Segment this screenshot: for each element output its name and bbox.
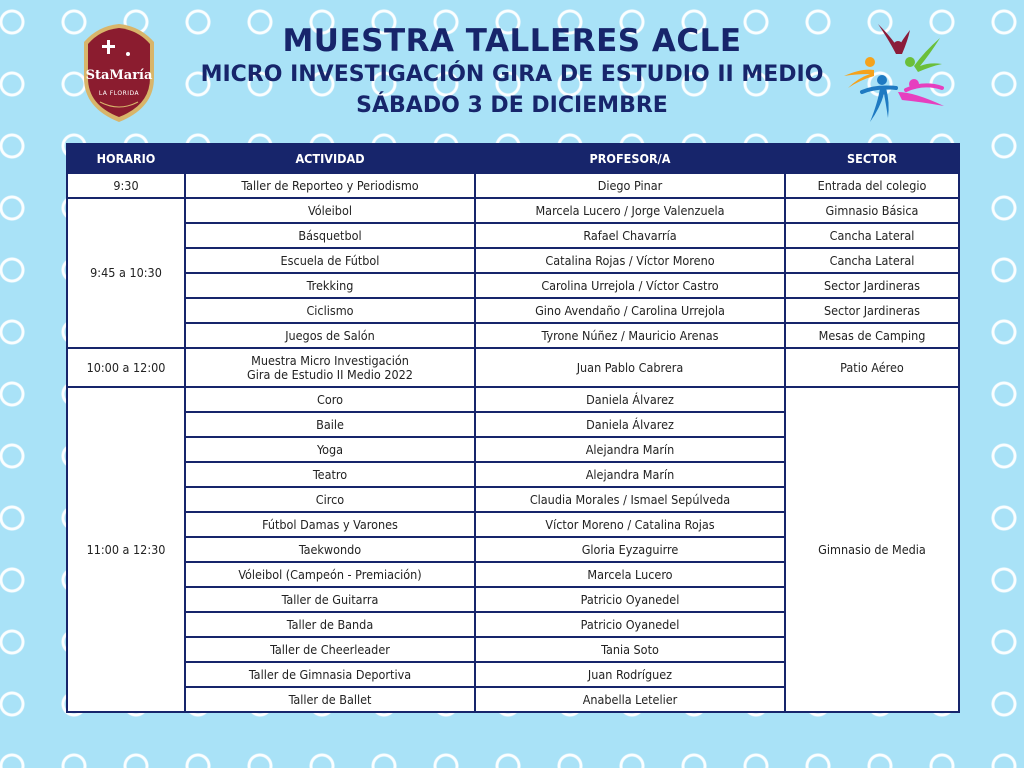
- page-title: MUESTRA TALLERES ACLE: [282, 23, 742, 59]
- column-header-profesor: PROFESOR/A: [475, 144, 785, 173]
- activity-cell: Baile: [185, 412, 475, 437]
- teacher-cell: Patricio Oyanedel: [475, 587, 785, 612]
- table-header-row: [67, 144, 959, 173]
- time-cell: 9:30: [67, 173, 185, 198]
- sector-cell: Sector Jardineras: [785, 298, 959, 323]
- teacher-cell: Alejandra Marín: [475, 462, 785, 487]
- activity-cell: Escuela de Fútbol: [185, 248, 475, 273]
- teacher-cell: Diego Pinar: [475, 173, 785, 198]
- activity-cell: [185, 348, 475, 387]
- sector-cell: Gimnasio Básica: [785, 198, 959, 223]
- teacher-cell: Víctor Moreno / Catalina Rojas: [475, 512, 785, 537]
- teacher-cell: Marcela Lucero / Jorge Valenzuela: [475, 198, 785, 223]
- time-cell: 10:00 a 12:00: [67, 348, 185, 387]
- teacher-cell: Alejandra Marín: [475, 437, 785, 462]
- teacher-cell: Daniela Álvarez: [475, 387, 785, 412]
- activity-cell: Taller de Cheerleader: [185, 637, 475, 662]
- teacher-cell: Tyrone Núñez / Mauricio Arenas: [475, 323, 785, 348]
- activity-cell: Básquetbol: [185, 223, 475, 248]
- people-figures-icon: [840, 18, 950, 128]
- crest-name: StaMaría: [85, 68, 153, 83]
- table-row: [67, 198, 959, 223]
- sector-cell: Mesas de Camping: [785, 323, 959, 348]
- school-crest-logo: [78, 20, 160, 126]
- time-cell: 9:45 a 10:30: [67, 198, 185, 348]
- teacher-cell: Claudia Morales / Ismael Sepúlveda: [475, 487, 785, 512]
- activity-cell: Ciclismo: [185, 298, 475, 323]
- activity-cell: Vóleibol: [185, 198, 475, 223]
- teacher-cell: Daniela Álvarez: [475, 412, 785, 437]
- column-header-horario: HORARIO: [67, 144, 185, 173]
- sector-cell: Entrada del colegio: [785, 173, 959, 198]
- activity-cell: Fútbol Damas y Varones: [185, 512, 475, 537]
- table-row: [67, 248, 959, 273]
- activity-cell: Taekwondo: [185, 537, 475, 562]
- sector-cell: Patio Aéreo: [785, 348, 959, 387]
- schedule-table: [66, 143, 960, 713]
- teacher-cell: Juan Pablo Cabrera: [475, 348, 785, 387]
- activity-cell: Yoga: [185, 437, 475, 462]
- activity-cell: Taller de Reporteo y Periodismo: [185, 173, 475, 198]
- activity-line-2: Gira de Estudio II Medio 2022: [247, 366, 413, 382]
- table-row: [67, 223, 959, 248]
- column-header-actividad: ACTIVIDAD: [185, 144, 475, 173]
- teacher-cell: Patricio Oyanedel: [475, 612, 785, 637]
- table-row: [67, 173, 959, 198]
- sector-cell: Cancha Lateral: [785, 248, 959, 273]
- table-row: [67, 323, 959, 348]
- teacher-cell: Juan Rodríguez: [475, 662, 785, 687]
- table-row: [67, 387, 959, 412]
- page-date: SÁBADO 3 DE DICIEMBRE: [356, 93, 668, 118]
- teacher-cell: Anabella Letelier: [475, 687, 785, 712]
- activity-cell: Taller de Guitarra: [185, 587, 475, 612]
- time-cell: 11:00 a 12:30: [67, 387, 185, 712]
- table-row: [67, 273, 959, 298]
- teacher-cell: Gloria Eyzaguirre: [475, 537, 785, 562]
- page-subtitle: MICRO INVESTIGACIÓN GIRA DE ESTUDIO II MEDIO: [200, 62, 824, 87]
- teacher-cell: Rafael Chavarría: [475, 223, 785, 248]
- activity-cell: Taller de Banda: [185, 612, 475, 637]
- activity-cell: Teatro: [185, 462, 475, 487]
- activity-cell: Circo: [185, 487, 475, 512]
- sector-cell: Cancha Lateral: [785, 223, 959, 248]
- sector-cell: Sector Jardineras: [785, 273, 959, 298]
- teacher-cell: Carolina Urrejola / Víctor Castro: [475, 273, 785, 298]
- table-row: [67, 298, 959, 323]
- teacher-cell: Catalina Rojas / Víctor Moreno: [475, 248, 785, 273]
- sector-cell: Gimnasio de Media: [785, 387, 959, 712]
- activity-cell: Trekking: [185, 273, 475, 298]
- crest-subtitle: LA FLORIDA: [98, 90, 140, 97]
- activity-cell: Juegos de Salón: [185, 323, 475, 348]
- column-header-sector: SECTOR: [785, 144, 959, 173]
- teacher-cell: Marcela Lucero: [475, 562, 785, 587]
- activity-cell: Taller de Ballet: [185, 687, 475, 712]
- activity-cell: Taller de Gimnasia Deportiva: [185, 662, 475, 687]
- activity-cell: Vóleibol (Campeón - Premiación): [185, 562, 475, 587]
- table-row: [67, 348, 959, 387]
- activity-line-1: Muestra Micro Investigación: [251, 352, 409, 368]
- activity-cell: Coro: [185, 387, 475, 412]
- page-header: [150, 22, 874, 122]
- teacher-cell: Tania Soto: [475, 637, 785, 662]
- teacher-cell: Gino Avendaño / Carolina Urrejola: [475, 298, 785, 323]
